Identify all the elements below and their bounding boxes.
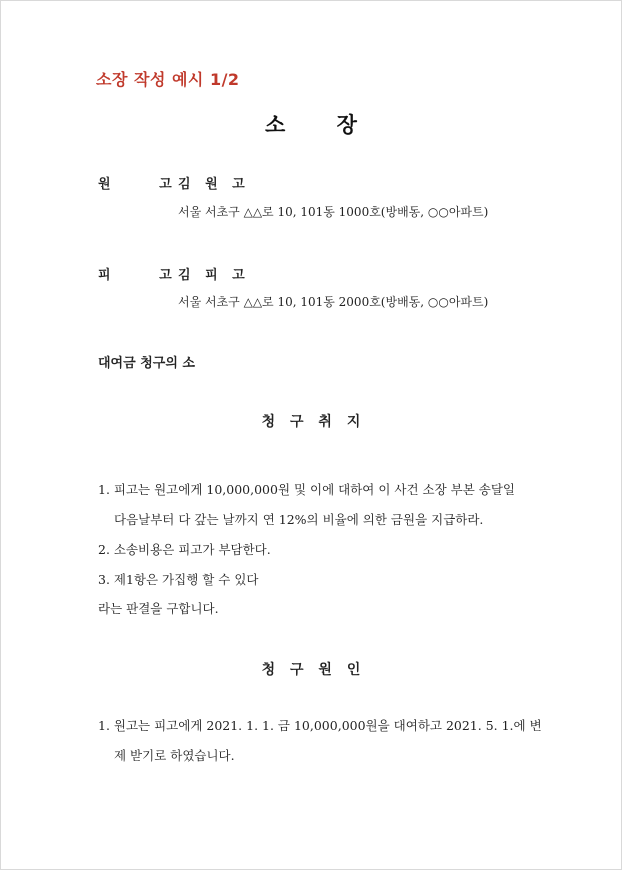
case-name: 대여금 청구의 소 (98, 356, 195, 371)
claim-cause-heading: 청 구 원 인 (261, 662, 366, 678)
defendant-role: 피 고 (98, 268, 194, 283)
claim-purpose-line: 2. 소송비용은 피고가 부담한다. (98, 542, 271, 557)
defendant-address: 서울 서초구 △△로 10, 101동 2000호(방배동, ○○아파트) (178, 295, 489, 309)
claim-cause-line: 1. 원고는 피고에게 2021. 1. 1. 금 10,000,000원을 대여하고 2021. 5. 1.에 변 (98, 718, 542, 733)
plaintiff-name: 김 원 고 (178, 177, 250, 192)
claim-purpose-heading: 청 구 취 지 (261, 414, 366, 430)
plaintiff-address: 서울 서초구 △△로 10, 101동 1000호(방배동, ○○아파트) (178, 205, 489, 219)
claim-purpose-line: 라는 판결을 구합니다. (98, 601, 219, 616)
plaintiff-role: 원 고 (98, 177, 194, 192)
document-title: 소 장 (265, 113, 379, 137)
claim-purpose-line: 다음날부터 다 갚는 날까지 연 12%의 비율에 의한 금원을 지급하라. (114, 512, 484, 527)
defendant-name: 김 피 고 (178, 268, 250, 283)
claim-cause-line: 제 받기로 하였습니다. (114, 748, 235, 763)
claim-purpose-line: 3. 제1항은 가집행 할 수 있다 (98, 572, 259, 587)
claim-purpose-line: 1. 피고는 원고에게 10,000,000원 및 이에 대하여 이 사건 소장 부본 송달일 (98, 482, 516, 497)
page-header: 소장 작성 예시 1/2 (96, 70, 240, 89)
